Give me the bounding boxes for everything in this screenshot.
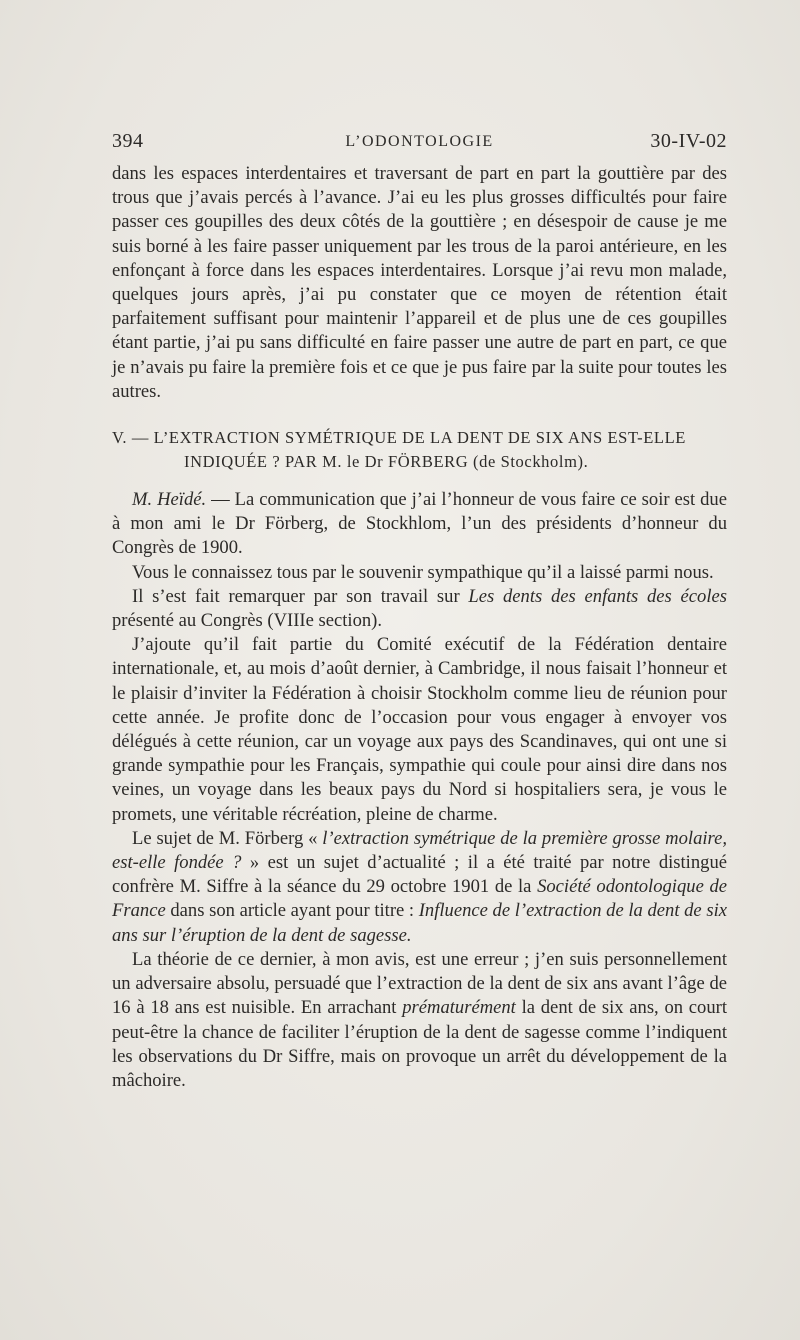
p6-text-b: » est un sujet d’actualité ; il a été traité par notre distingué confrère M. Siffre à la séance du 29 octobre 1901 de la <box>112 852 727 898</box>
p4-text-b: présenté au Congrès (VIIIe section). <box>112 610 383 632</box>
speaker-name: M. Heïdé. <box>132 489 207 511</box>
p7-emphasis: prématurément <box>402 997 516 1019</box>
paragraph-7 <box>112 948 727 1093</box>
p6-title-1: l’extraction symétrique de la première grosse molaire, est-elle fondée ? <box>112 827 727 874</box>
section-title-line2: INDIQUÉE ? PAR M. le Dr FÖRBERG (de Stockholm). <box>184 452 589 472</box>
issue-date: 30-IV-02 <box>650 130 727 152</box>
p6-text-a: Le sujet de M. Förberg « <box>132 827 323 849</box>
section-title-line1: V. — L’EXTRACTION SYMÉTRIQUE DE LA DENT DE SIX ANS EST-ELLE <box>112 428 686 448</box>
paragraph-3: Vous le connaissez tous par le souvenir sympathique qu’il a laissé parmi nous. <box>132 561 714 583</box>
speaker-text: — La communication que j’ai l’honneur de vous faire ce soir est due à mon ami le Dr Förberg, de Stockhlom, l’un des présidents d’honneur du Congrès de 1900. <box>112 489 727 559</box>
p7-text-a: La théorie de ce dernier, à mon avis, est une erreur ; j’en suis personnellement un adversaire absolu, persuadé que l’extraction de la dent de six ans avant l’âge de 16 à 18 ans est nuisible. En arrachant <box>112 948 727 1019</box>
page-body <box>112 162 727 1093</box>
p4-work-title: Les dents des enfants des écoles <box>468 585 727 607</box>
p4-text-a: Il s’est fait remarquer par son travail sur <box>132 585 469 607</box>
running-title: L’ODONTOLOGIE <box>345 133 494 150</box>
p6-text-c: dans son article ayant pour titre : <box>165 900 419 922</box>
paragraph-6 <box>112 827 727 948</box>
paragraph-5: J’ajoute qu’il fait partie du Comité exécutif de la Fédération dentaire internationale, et, au mois d’août dernier, à Cambridge, il nous faisait l’honneur et le plaisir d’inviter la Fédération à choisir Stockholm comme lieu de réunion pour cette année. Je profite donc de l’occasion pour vous engager à envoyer vos délégués à cette réunion, car un voyage aux pays des Scandinaves, qui ont une si grande sympathie pour les Français, sympathie qui coule pour ainsi dire dans nos veines, un voyage dans les beaux pays du Nord si hospitaliers sera, je vous le promets, une véritable récréation, pleine de charme. <box>112 634 727 825</box>
page-header <box>112 130 727 156</box>
section-title <box>112 426 727 474</box>
page-number: 394 <box>112 130 144 152</box>
paragraph-4 <box>112 585 727 633</box>
paragraph-speaker <box>112 488 727 561</box>
paragraph-continuation: dans les espaces interdentaires et traversant de part en part la gouttière par des trous que j’avais percés à l’avance. J’ai eu les plus grosses difficultés pour faire passer ces goupilles des deux côtés de la gouttière ; en désespoir de cause je me suis borné à les faire passer uniquement par les trous de la paroi antérieure, en les enfonçant à force dans les espaces interdentaires. Lorsque j’ai revu mon malade, quelques jours après, j’ai pu constater que ce moyen de rétention était parfaitement suffisant pour maintenir l’appareil et de plus une de ces goupilles étant partie, j’ai pu sans difficulté en faire passer une autre de part en part, ce que je n’avais pu faire la première fois et ce que je pus faire par la suite pour toutes les autres. <box>112 163 727 402</box>
p6-title-3: Influence de l’extraction de la dent de six ans sur l’éruption de la dent de sagesse. <box>112 900 727 946</box>
p7-text-b: la dent de six ans, on court peut-être la chance de faciliter l’éruption de la dent de sagesse comme l’indiquent les observations du Dr Siffre, mais on provoque un arrêt du développement de la mâchoire. <box>112 997 728 1091</box>
p6-title-2: Société odontologique de France <box>112 876 728 922</box>
